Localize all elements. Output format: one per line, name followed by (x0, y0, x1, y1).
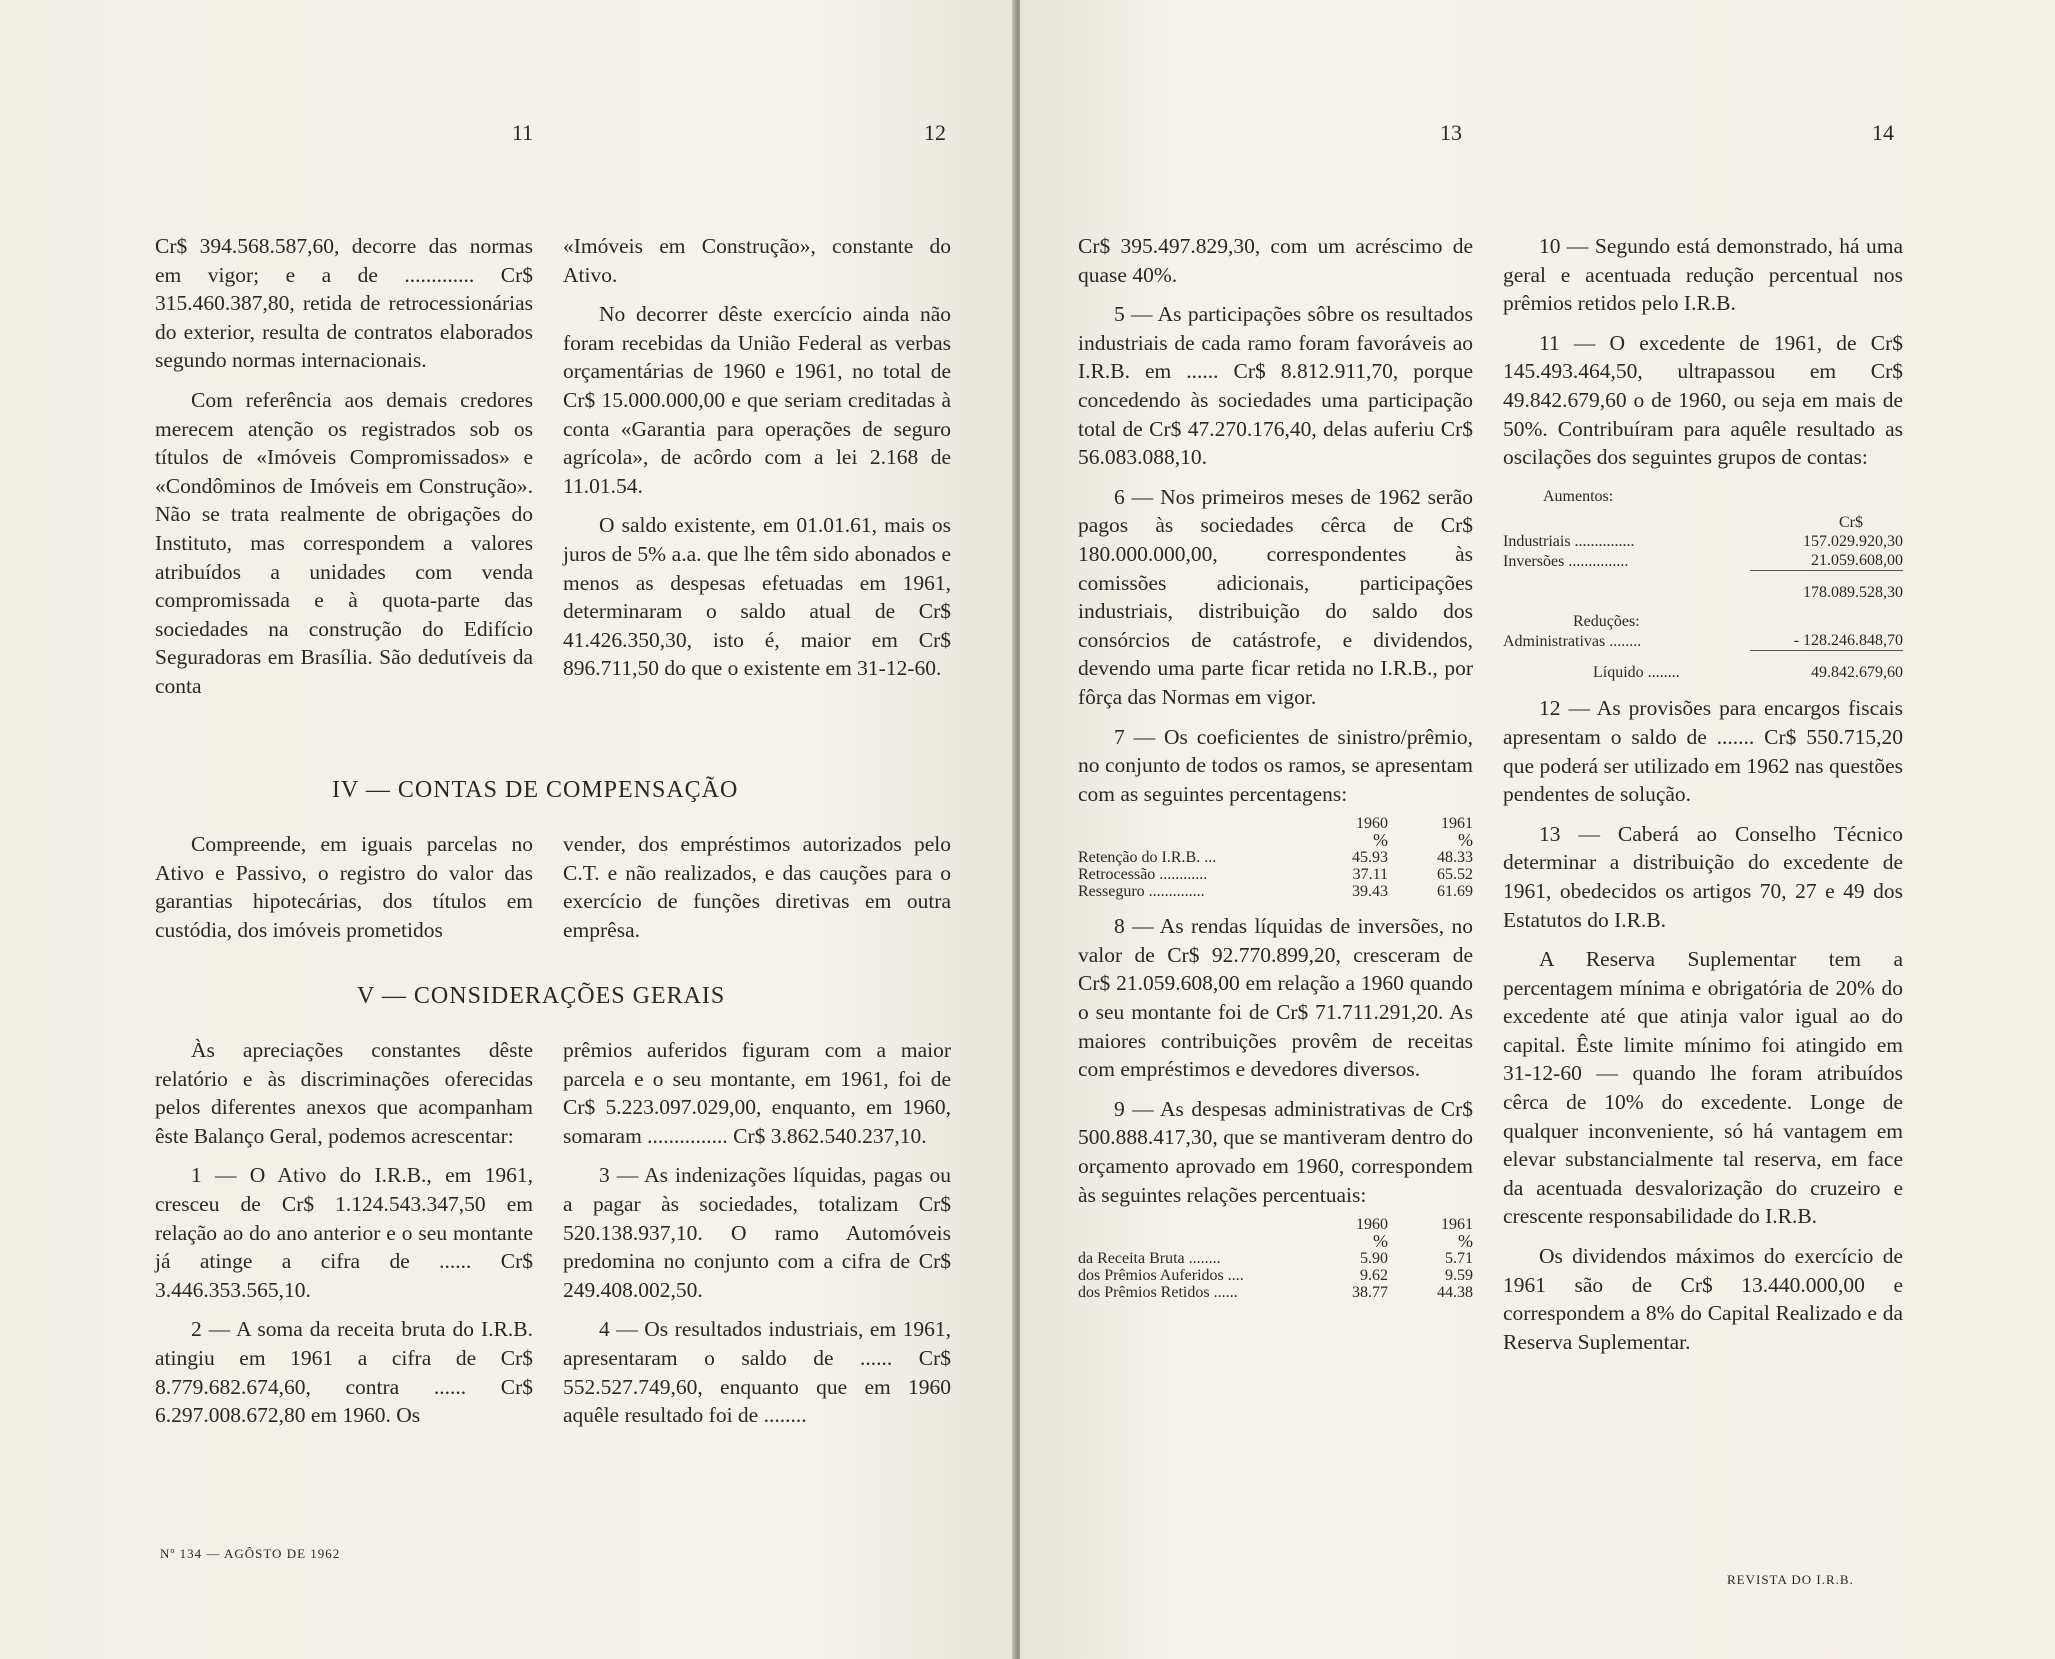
paragraph: 3 — As indenizações líquidas, pagas ou a pagar às sociedades, totalizam Cr$ 520.138.937,10. O ramo Automóveis predomina no conjunto com a cifra de Cr$ 249.408.002,50. (563, 1163, 951, 1302)
column-header: 1961 (1441, 815, 1473, 833)
footer-journal: REVISTA DO I.R.B. (1727, 1572, 1854, 1587)
paragraph: 7 — Os coeficientes de sinistro/prêmio, no conjunto de todos os ramos, se apresentam com as seguintes percentagens: (1078, 724, 1473, 806)
cell-value: 38.77 (1352, 1284, 1388, 1302)
section-iv-column-1 (155, 830, 533, 955)
page-13-column (1078, 232, 1473, 1301)
section-iv-column-2 (563, 830, 951, 955)
cell-value: 9.59 (1445, 1267, 1473, 1285)
left-page-spread (0, 0, 1015, 1659)
paragraph: 10 — Segundo está demonstrado, há uma geral e acentuada redução percentual nos prêmios retidos pelo I.R.B. (1503, 234, 1903, 316)
paragraph: 4 — Os resultados industriais, em 1961, apresentaram o saldo de ...... Cr$ 552.527.749,60, enquanto que em 1960 aquêle resultado foi de ........ (563, 1317, 951, 1428)
cell-value: 5.90 (1360, 1250, 1388, 1268)
paragraph: Com referência aos demais credores merecem atenção os registrados sob os títulos de «Imóveis Compromissados» e «Condôminos de Imóveis em Construção». Não se trata realmente de obrigações do Instituto, mas correspondem a valores atribuídos a unidades com venda compromissada e à quota-parte das sociedades na construção do Edifício Seguradoras em Brasília. São dedutíveis da conta (155, 387, 533, 698)
cell-value: 21.059.608,00 (1811, 552, 1903, 570)
subtotal-row (1503, 571, 1903, 603)
paragraph: 9 — As despesas administrativas de Cr$ 500.888.417,30, que se mantiveram dentro do orçamento aprovado em 1960, correspondem às seguintes relações percentuais: (1078, 1096, 1473, 1207)
row-label: Administrativas ........ (1503, 632, 1642, 650)
footer-issue: Nº 134 — AGÔSTO DE 1962 (160, 1546, 341, 1561)
page-12-column (563, 232, 951, 694)
paragraph: vender, dos empréstimos autorizados pelo C.T. e não realizados, e das cauções para o exercício de funções diretivas em outra emprêsa. (563, 832, 951, 942)
paragraph: No decorrer dêste exercício ainda não foram recebidas da União Federal as verbas orçamentárias de 1960 e 1961, no total de Cr$ 15.000.000,00 e que seriam creditadas à conta «Garantia para operações de seguro agrícola», de acôrdo com a lei 2.168 de 11.01.54. (563, 302, 951, 498)
page-number-11: 11 (512, 120, 534, 145)
cell-value: 37.11 (1352, 866, 1388, 884)
row-label: Industriais ............... (1503, 533, 1635, 551)
section-iv-heading: IV — CONTAS DE COMPENSAÇÃO (332, 777, 739, 803)
row-label: Retrocessão ............ (1078, 866, 1208, 884)
page-number-14: 14 (1872, 120, 1894, 145)
cell-value: 157.029.920,30 (1803, 533, 1903, 551)
cell-value: 65.52 (1437, 866, 1473, 884)
table-row (1078, 866, 1473, 883)
paragraph: Cr$ 395.497.829,30, com um acréscimo de quase 40%. (1078, 234, 1473, 287)
table-row (1078, 849, 1473, 866)
row-label: Resseguro .............. (1078, 883, 1205, 901)
paragraph: prêmios auferidos figuram com a maior parcela e o seu montante, em 1961, foi de Cr$ 5.223.097.029,00, enquanto, em 1960, somaram ............... Cr$ 3.862.540.237,10. (563, 1038, 951, 1148)
increases-caption: Aumentos: (1543, 487, 1614, 505)
unit-label: % (1373, 830, 1388, 851)
paragraph: Às apreciações constantes dêste relatório e às discriminações oferecidas pelos diferentes anexos que acompanham êste Balanço Geral, podemos acrescentar: (155, 1038, 533, 1148)
table-row (1078, 1267, 1473, 1284)
column-header: 1960 (1356, 1216, 1388, 1234)
section-v-column-2 (563, 1036, 951, 1441)
currency-header: Cr$ (1839, 514, 1863, 532)
table-row (1503, 631, 1903, 651)
paragraph: 12 — As provisões para encargos fiscais apresentam o saldo de ....... Cr$ 550.715,20 que poderá ser utilizado em 1962 nas questões pendentes de solução. (1503, 696, 1903, 807)
row-label: Inversões ............... (1503, 552, 1629, 570)
section-v-heading: V — CONSIDERAÇÕES GERAIS (357, 983, 726, 1009)
subtotal-value: 178.089.528,30 (1750, 571, 1903, 603)
table-row (1503, 551, 1903, 571)
paragraph: «Imóveis em Construção», constante do Ativo. (563, 234, 951, 287)
unit-label: % (1373, 1231, 1388, 1252)
row-label: da Receita Bruta ........ (1078, 1250, 1221, 1268)
page-number-12: 12 (924, 120, 946, 145)
cell-value: 9.62 (1360, 1267, 1388, 1285)
paragraph: 8 — As rendas líquidas de inversões, no valor de Cr$ 92.770.899,20, cresceram de Cr$ 21.059.608,00 em relação a 1960 quando o seu montante foi de Cr$ 71.711.291,20. As maiores contribuições provêm de receitas com empréstimos e devedores diversos. (1078, 914, 1473, 1082)
paragraph: 1 — O Ativo do I.R.B., em 1961, cresceu de Cr$ 1.124.543.347,50 em relação ao do ano anterior e o seu montante já atinge a cifra de ...... Cr$ 3.446.353.565,10. (155, 1163, 533, 1302)
paragraph: Os dividendos máximos do exercício de 1961 são de Cr$ 13.440.000,00 e correspondem a 8% do Capital Realizado e da Reserva Suplementar. (1503, 1244, 1903, 1354)
page-number-13: 13 (1440, 120, 1462, 145)
paragraph: A Reserva Suplementar tem a percentagem mínima e obrigatória de 20% do excedente até que atinja valor igual ao do capital. Êste limite mínimo foi atingido em 31-12-60 — quando lhe foram atribuídos cêrca de 10% do excedente. Longe de qualquer inconveniente, só há vantagem em elevar substancialmente tal reserva, em face da acentuada desvalorização do cruzeiro e crescente responsabilidade do I.R.B. (1503, 947, 1903, 1229)
cell-value: 61.69 (1437, 883, 1473, 901)
table-row (1078, 1284, 1473, 1301)
row-label: dos Prêmios Auferidos .... (1078, 1267, 1244, 1285)
accounts-table (1503, 513, 1903, 682)
reductions-caption: Reduções: (1573, 613, 1640, 631)
admin-expense-table (1078, 1216, 1473, 1301)
unit-label: % (1458, 1231, 1473, 1252)
column-header: 1961 (1441, 1216, 1473, 1234)
column-header: 1960 (1356, 815, 1388, 833)
section-v-column-1 (155, 1036, 533, 1441)
net-row (1503, 651, 1903, 683)
cell-value: - 128.246.848,70 (1793, 632, 1903, 650)
unit-label: % (1458, 830, 1473, 851)
cell-value: 48.33 (1437, 849, 1473, 867)
paragraph: Compreende, em iguais parcelas no Ativo e Passivo, o registro do valor das garantias hipotecárias, dos títulos em custódia, dos imóveis prometidos (155, 832, 533, 942)
row-label: dos Prêmios Retidos ...... (1078, 1284, 1238, 1302)
cell-value: 5.71 (1445, 1250, 1473, 1268)
cell-value: 39.43 (1352, 883, 1388, 901)
row-label: Retenção do I.R.B. ... (1078, 849, 1217, 867)
table-row (1503, 532, 1903, 551)
paragraph: O saldo existente, em 01.01.61, mais os juros de 5% a.a. que lhe têm sido abonados e menos as despesas efetuadas em 1961, determinaram o saldo atual de Cr$ 41.426.350,30, isto é, maior em Cr$ 896.711,50 do que o existente em 31-12-60. (563, 513, 951, 681)
paragraph: 5 — As participações sôbre os resultados industriais de cada ramo foram favoráveis ao I.R.B. em ...... Cr$ 8.812.911,70, porque concedendo às sociedades uma participação total de Cr$ 47.270.176,40, delas auferiu Cr$ 56.083.088,10. (1078, 302, 1473, 470)
page-11-column (155, 232, 533, 712)
claims-ratio-table (1078, 815, 1473, 900)
page-14-column (1503, 232, 1903, 1367)
cell-value: 44.38 (1437, 1284, 1473, 1302)
right-page-spread (1020, 0, 2055, 1659)
net-value: 49.842.679,60 (1750, 651, 1903, 683)
paragraph: 11 — O excedente de 1961, de Cr$ 145.493.464,50, ultrapassou em Cr$ 49.842.679,60 o de 1960, ou seja em mais de 50%. Contribuíram para aquêle resultado as oscilações dos seguintes grupos de contas: (1503, 330, 1903, 470)
table-row (1078, 1250, 1473, 1267)
paragraph: 2 — A soma da receita bruta do I.R.B. atingiu em 1961 a cifra de Cr$ 8.779.682.674,60, contra ...... Cr$ 6.297.008.672,80 em 1960. Os (155, 1317, 533, 1428)
net-label: Líquido ........ (1593, 664, 1680, 682)
paragraph: 6 — Nos primeiros meses de 1962 serão pagos às sociedades cêrca de Cr$ 180.000.000,00, correspondentes às comissões adicionais, participações industriais, distribuição do saldo dos consórcios de catástrofe, e dividendos, devendo uma parte ficar retida no I.R.B., por fôrça das Normas em vigor. (1078, 484, 1473, 709)
paragraph: 13 — Caberá ao Conselho Técnico determinar a distribuição do excedente de 1961, obedecidos os artigos 70, 27 e 49 dos Estatutos do I.R.B. (1503, 821, 1903, 932)
table-row (1078, 883, 1473, 900)
paragraph: Cr$ 394.568.587,60, decorre das normas em vigor; e a de ............. Cr$ 315.460.387,80, retida de retrocessionárias do exterior, resulta de contratos elaborados segundo normas internacionais. (155, 234, 533, 373)
cell-value: 45.93 (1352, 849, 1388, 867)
